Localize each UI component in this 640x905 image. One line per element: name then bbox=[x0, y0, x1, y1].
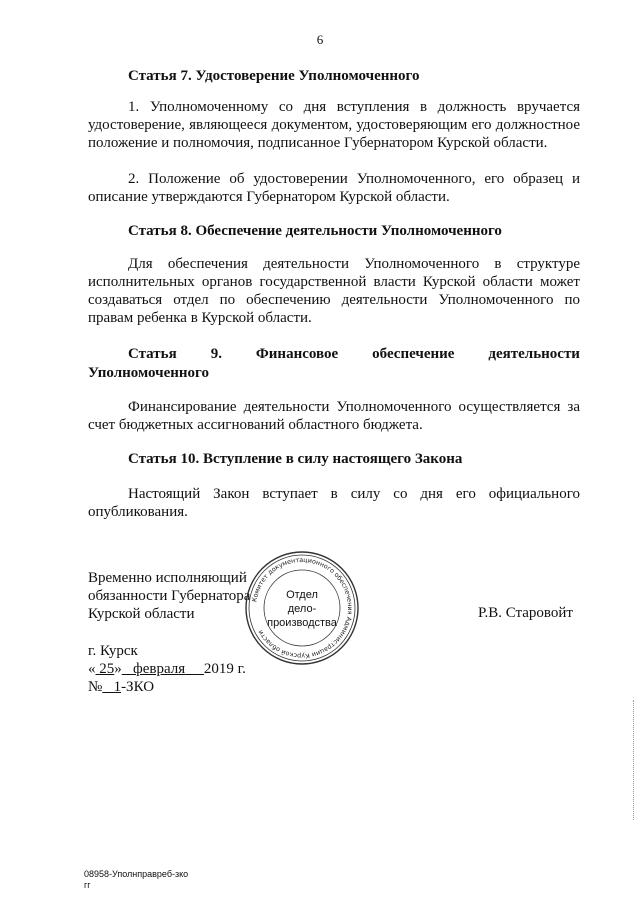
heading-word: обеспечение bbox=[372, 346, 455, 362]
heading-word: деятельности bbox=[488, 346, 580, 362]
scan-edge-mark bbox=[633, 700, 636, 820]
article-9-heading bbox=[88, 345, 580, 383]
heading-word: Финансовое bbox=[255, 346, 339, 362]
footer-initials: гг bbox=[84, 880, 91, 890]
document-footer bbox=[84, 869, 188, 891]
article-8-paragraph-1: Для обеспечения деятельности Уполномоченного в структуре исполнительных органов государственной власти Курской области может создаваться отдел по обеспечению деятельности Уполномоченного по правам ребенка в Курской области. bbox=[88, 256, 580, 326]
signature-block bbox=[88, 569, 250, 623]
official-stamp bbox=[244, 550, 360, 666]
signatory-title-line-2: обязанности Губернатора bbox=[88, 588, 251, 604]
footer-file-code: 08958-Уполнправреб-зко bbox=[84, 869, 189, 879]
stamp-center-line-1: Отдел bbox=[286, 589, 318, 601]
signatory-title-line-3: Курской области bbox=[88, 606, 195, 622]
article-9-heading-line-2: Уполномоченного bbox=[88, 365, 209, 381]
article-9-paragraph-1: Финансирование деятельности Уполномоченного осуществляется за счет бюджетных ассигнований областного бюджета. bbox=[88, 399, 580, 433]
law-number: № 1-ЗКО bbox=[88, 679, 155, 695]
article-7-paragraph-1: 1. Уполномоченному со дня вступления в должность вручается удостоверение, являющееся документом, удостоверяющим его должностное положение и полномочия, подписанное Губернатором Курской области. bbox=[88, 99, 580, 151]
article-9-heading-line-1 bbox=[88, 345, 580, 364]
date-day: 25 bbox=[99, 661, 115, 677]
date-year: 2019 г. bbox=[203, 661, 246, 677]
quote-open: « bbox=[88, 661, 96, 677]
stamp-center-line-2: дело- bbox=[287, 603, 317, 615]
article-7-paragraph-2: 2. Положение об удостоверении Уполномоченного, его образец и описание утверждаются Губернатором Курской области. bbox=[88, 171, 580, 205]
article-7-heading: Статья 7. Удостоверение Уполномоченного bbox=[128, 68, 420, 84]
article-8-heading: Статья 8. Обеспечение деятельности Уполномоченного bbox=[128, 223, 502, 239]
heading-word: 9. bbox=[210, 346, 222, 362]
quote-close: » bbox=[114, 661, 122, 677]
heading-word: Статья bbox=[128, 346, 177, 362]
date-month: февраля bbox=[133, 661, 186, 677]
stamp-ring-text: Комитет документационного обеспечения Администрации Курской области bbox=[250, 555, 355, 661]
article-10-paragraph-1: Настоящий Закон вступает в силу со дня его официального опубликования. bbox=[88, 486, 580, 520]
city: г. Курск bbox=[88, 643, 138, 659]
article-10-heading: Статья 10. Вступление в силу настоящего Закона bbox=[128, 451, 463, 467]
signatory-title-line-1: Временно исполняющий bbox=[88, 570, 247, 586]
stamp-center-line-3: производства bbox=[267, 617, 337, 629]
place-date-block bbox=[88, 642, 246, 696]
signatory-name: Р.В. Старовойт bbox=[478, 605, 573, 621]
signing-date bbox=[88, 660, 246, 678]
page-number: 6 bbox=[316, 32, 324, 47]
